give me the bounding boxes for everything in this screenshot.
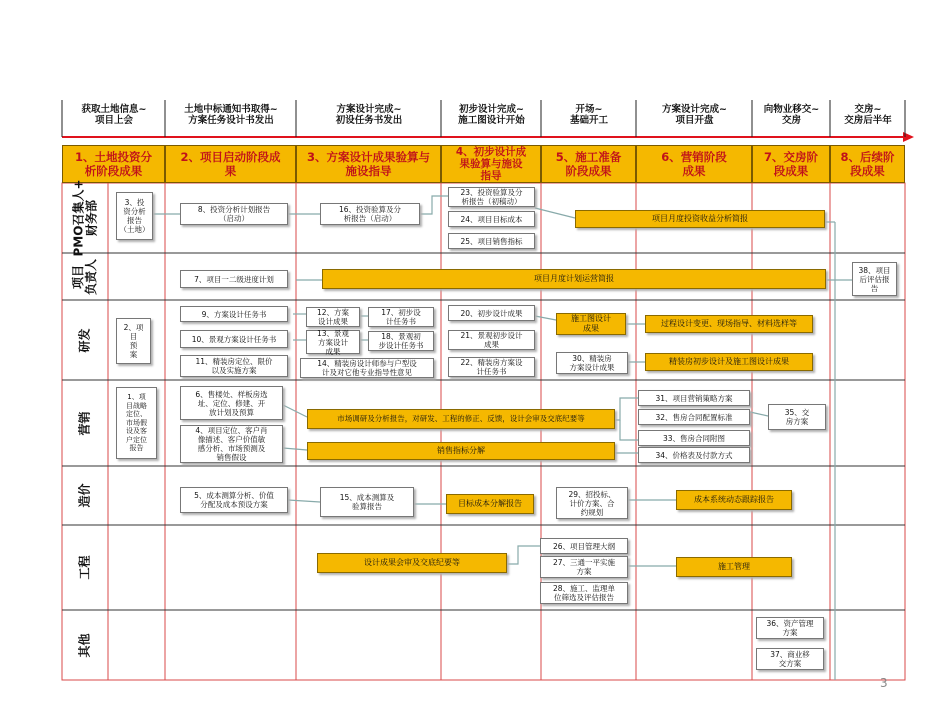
box-34-price-list: 34、价格表及付款方式 — [638, 447, 750, 463]
box-27-site-prep: 27、三通一平实施 方案 — [540, 556, 628, 578]
phase-label-1: 获取土地信息~ 项目上会 — [81, 104, 147, 126]
stage-box-1: 1、土地投资分 析阶段成果 — [62, 145, 165, 183]
stage-box-2: 2、项目启动阶段成 果 — [165, 145, 296, 183]
box-17-prelim-brief: 17、初步设 计任务书 — [368, 307, 434, 327]
box-10-landscape-brief: 10、景观方案设计任务书 — [180, 330, 288, 348]
bar-monthly-ops-brief: 项目月度计划运营简报 — [322, 269, 826, 289]
box-24-target-cost: 24、项目目标成本 — [448, 211, 535, 227]
lane-label-pm — [62, 253, 108, 300]
lane-label-engineering — [62, 525, 108, 610]
box-4-positioning: 4、项目定位、客户肖 像描述、客户价值敏 感分析、市场预测及 销售假设 — [180, 425, 283, 463]
box-26-management-outline: 26、项目管理大纲 — [540, 538, 628, 554]
bar-target-cost-split: 目标成本分解报告 — [446, 494, 534, 514]
stage-box-7: 7、交房阶 段成果 — [752, 145, 830, 183]
box-21-landscape-prelim: 21、景观初步设计 成果 — [448, 330, 535, 350]
phase-label-7: 向物业移交~ 交房 — [763, 104, 820, 126]
lane-label-cost — [62, 466, 108, 525]
box-14-fitout-designer: 14、精装房设计师参与户型设 计及对它他专业指导性意见 — [300, 358, 434, 378]
lane-label-marketing — [62, 380, 108, 466]
box-5-cost-estimate: 5、成本测算分析、价值 分配及成本预设方案 — [180, 487, 288, 513]
bar-process-change: 过程设计变更、现场指导、材料选样等 — [645, 315, 813, 333]
phase-label-6: 方案设计完成~ 项目开盘 — [662, 104, 727, 126]
box-28-contractor-selection: 28、施工、监理单 位筛选及评估报告 — [540, 582, 628, 604]
box-33-contract-drawings: 33、售房合同附图 — [638, 430, 750, 446]
box-2-project-plan: 2、项 目 预 案 — [116, 318, 151, 364]
phase-label-4: 初步设计完成~ 施工图设计开始 — [458, 104, 525, 126]
box-8-investment-plan: 8、投资分析计划报告 （启动） — [180, 203, 288, 225]
box-9-design-brief: 9、方案设计任务书 — [180, 306, 288, 322]
lane-label-marketing-text: 营销 — [77, 410, 92, 436]
bar-fitout-design: 精装房初步设计及施工图设计成果 — [645, 353, 813, 371]
box-29-tender: 29、招投标、 计价方案、合 约规划 — [556, 487, 628, 519]
box-31-marketing-strategy: 31、项目营销策略方案 — [638, 390, 750, 406]
stage-box-5: 5、施工准备 阶段成果 — [541, 145, 636, 183]
box-3-investment-analysis: 3、投 资分析 报告 （土地） — [116, 192, 153, 240]
lane-label-rnd-text: 研发 — [77, 327, 92, 353]
bar-construction-management: 施工管理 — [676, 557, 792, 577]
lane-label-pmo-text: PMO召集人+ 财务部 — [71, 179, 98, 257]
bar-market-research: 市场调研及分析报告，对研发、工程的修正、反馈，设计会审及交底纪要等 — [307, 409, 615, 429]
stage-box-4: 4、初步设计成 果验算与施设 指导 — [441, 145, 541, 183]
phase-label-3: 方案设计完成~ 初设任务书发出 — [335, 104, 403, 126]
box-23-investment-check: 23、投资验算及分 析报告（初稿动） — [448, 187, 535, 207]
lane-label-engineering-text: 工程 — [77, 555, 92, 580]
box-7-schedule: 7、项目一二级进度计划 — [180, 270, 288, 288]
box-20-prelim-design: 20、初步设计成果 — [448, 305, 535, 321]
lane-label-cost-text: 造价 — [77, 483, 92, 508]
phase-label-8: 交房~ 交房后半年 — [844, 104, 892, 126]
bar-monthly-investment-brief: 项目月度投资收益分析简报 — [575, 210, 825, 228]
stage-box-8: 8、后续阶 段成果 — [830, 145, 905, 183]
box-36-asset-management: 36、资产管理 方案 — [756, 617, 824, 639]
box-15-cost-check: 15、成本测算及 验算报告 — [320, 487, 414, 517]
box-6-sales-office: 6、售楼处、样板房选 址、定位、修建、开 放计划及预算 — [180, 386, 283, 420]
stage-box-3: 3、方案设计成果验算与 施设指导 — [296, 145, 441, 183]
lane-label-other-text: 其他 — [77, 632, 92, 658]
page-number: 3 — [880, 676, 888, 690]
bar-construction-drawing: 施工图设计 成果 — [556, 313, 626, 335]
box-22-fitout-brief: 22、精装房方案设 计任务书 — [448, 357, 535, 377]
box-13-landscape-scheme: 13、景观 方案设计 成果 — [306, 330, 360, 354]
lane-label-rnd — [62, 300, 108, 380]
stage-box-6: 6、营销阶段 成果 — [636, 145, 752, 183]
lane-label-pmo — [62, 179, 108, 257]
bar-design-review: 设计成果会审及交底纪要等 — [317, 553, 507, 573]
box-25-sales-target: 25、项目销售指标 — [448, 233, 535, 249]
box-30-fitout-scheme: 30、精装房 方案设计成果 — [556, 352, 628, 374]
box-12-scheme-design: 12、方案 设计成果 — [306, 307, 360, 327]
phase-label-2: 土地中标通知书取得~ 方案任务设计书发出 — [184, 104, 278, 126]
box-37-commercial-handover: 37、商业移 交方案 — [756, 648, 824, 670]
box-1-strategy: 1、项 目战略 定位、 市场假 设及客 户定位 报告 — [116, 387, 157, 459]
box-16-investment-check: 16、投资验算及分 析报告（启动） — [320, 203, 420, 225]
lane-label-pm-text: 项目 负责人 — [70, 258, 98, 295]
box-32-contract-standard: 32、售房合同配置标准 — [638, 409, 750, 425]
box-35-handover-plan: 35、交 房方案 — [768, 404, 826, 430]
box-38-post-evaluation: 38、项目 后评估报 告 — [852, 262, 897, 296]
box-18-landscape-prelim-brief: 18、景观初 步设计任务书 — [368, 331, 434, 351]
bar-cost-tracking: 成本系统动态跟踪报告 — [676, 490, 792, 510]
phase-label-5: 开场~ 基础开工 — [569, 104, 608, 126]
lane-label-other — [62, 610, 108, 680]
bar-sales-target-split: 销售指标分解 — [307, 442, 615, 460]
box-11-fitout-positioning: 11、精装房定位、限价 以及实施方案 — [180, 355, 288, 377]
